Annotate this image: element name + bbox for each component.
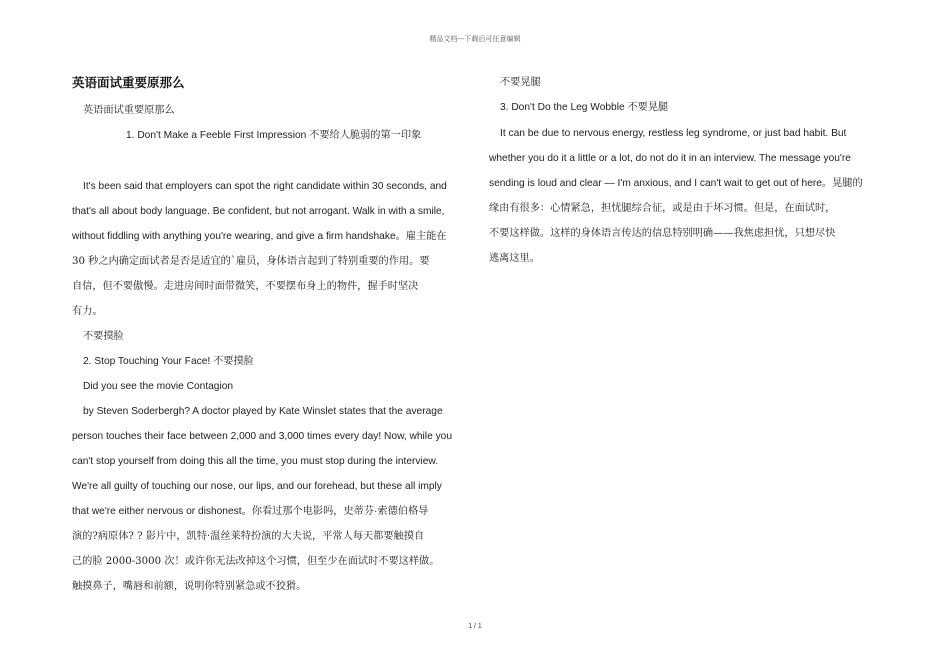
- paragraph-line: We're all guilty of touching our nose, our lips, and our forehead, but these all imply: [72, 481, 442, 492]
- paragraph-line: It can be due to nervous energy, restless leg syndrome, or just bad habit. But: [500, 128, 847, 139]
- document-title: 英语面试重要原那么: [72, 75, 185, 90]
- paragraph-line: Did you see the movie Contagion: [83, 381, 234, 392]
- paragraph-line: that's all about body language. Be confident, but not arrogant. Walk in with a smile,: [72, 206, 445, 217]
- paragraph-line: 30 秒之内确定面试者是否是适宜的`雇员，身体语言起到了特别重要的作用。要: [72, 256, 430, 267]
- page-number: 1 / 1: [468, 623, 482, 630]
- paragraph-line: whether you do it a little or a lot, do not do it in an interview. The message you're: [489, 153, 851, 164]
- subheading: 不要摸脸: [83, 331, 124, 342]
- paragraph-line: 己的脸 2000-3000 次！或许你无法改掉这个习惯，但至少在面试时不要这样做。: [72, 556, 440, 567]
- page-header: 精品文档---下载后可任意编辑: [429, 35, 521, 43]
- paragraph-line: 有力。: [72, 306, 103, 317]
- paragraph-line: It's been said that employers can spot the right candidate within 30 seconds, and: [83, 181, 447, 192]
- section-heading-3: 3. Don't Do the Leg Wobble 不要晃腿: [500, 102, 669, 113]
- paragraph-line: 触摸鼻子，嘴唇和前额，说明你特别紧急或不狡猾。: [72, 581, 307, 592]
- subheading: 不要晃腿: [500, 77, 541, 88]
- paragraph-line: can't stop yourself from doing this all the time, you must stop during the interview.: [72, 456, 439, 467]
- paragraph-line: by Steven Soderbergh? A doctor played by Kate Winslet states that the average: [83, 406, 443, 417]
- paragraph-line: 逃离这里。: [489, 253, 540, 264]
- section-heading-2: 2. Stop Touching Your Face! 不要摸脸: [83, 356, 254, 367]
- paragraph-line: that we're either nervous or dishonest。你看过那个电影吗，史蒂芬·索德伯格导: [72, 506, 429, 517]
- paragraph-line: person touches their face between 2,000 and 3,000 times every day! Now, while you: [72, 431, 452, 442]
- paragraph-line: 演的?病原体? ? 影片中，凯特·温丝莱特扮演的大夫说，平常人每天都要触摸自: [72, 531, 425, 542]
- subtitle: 英语面试重要原那么: [83, 105, 175, 116]
- paragraph-line: sending is loud and clear — I'm anxious, and I can't wait to get out of here。晃腿的: [489, 178, 863, 189]
- paragraph-line: 缘由有很多：心情紧急，担忧腿综合征，或是由于坏习惯。但是，在面试时，: [489, 203, 836, 214]
- paragraph-line: 自信，但不要傲慢。走进房间时面带微笑，不要摆布身上的物件，握手时坚决: [72, 281, 419, 292]
- paragraph-line: 不要这样做。这样的身体语言传达的信息特别明确——我焦虑担忧，只想尽快: [489, 228, 836, 239]
- section-heading-1: 1. Don't Make a Feeble First Impression 不要给人脆弱的第一印象: [126, 130, 422, 141]
- paragraph-line: without fiddling with anything you're wearing, and give a firm handshake。雇主能在: [72, 231, 447, 242]
